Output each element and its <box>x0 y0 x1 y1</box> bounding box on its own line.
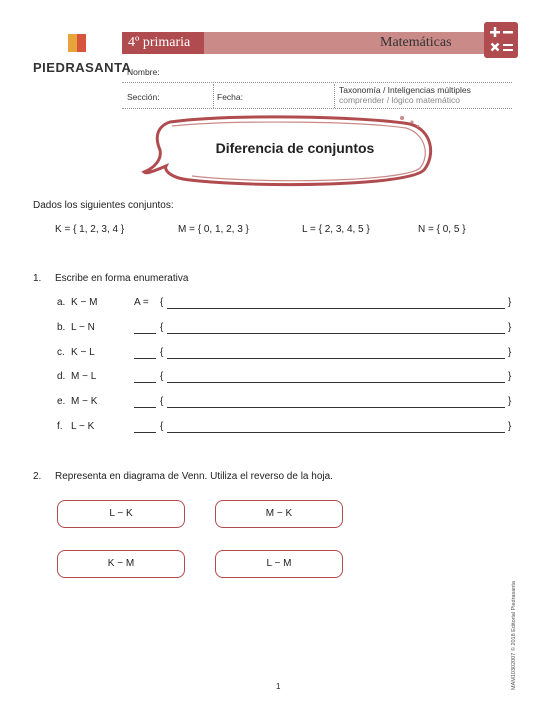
set-n: N = { 0, 5 } <box>418 224 466 235</box>
close-brace: } <box>508 371 512 382</box>
item-expression: K − L <box>71 347 95 358</box>
name-field[interactable] <box>122 82 512 83</box>
item-expression: M − L <box>71 371 97 382</box>
answer-blank[interactable] <box>167 382 505 383</box>
name-label: Nombre: <box>127 67 160 77</box>
taxonomy-label: Taxonomía / Inteligencias múltiples <box>339 85 471 95</box>
set-name-blank[interactable] <box>134 407 156 408</box>
venn-box-m-minus-k[interactable]: M − K <box>215 500 343 528</box>
set-m: M = { 0, 1, 2, 3 } <box>178 224 249 235</box>
math-symbols-icon <box>484 22 518 58</box>
open-brace: { <box>160 396 164 407</box>
set-name-blank[interactable] <box>134 432 156 433</box>
close-brace: } <box>508 421 512 432</box>
item-letter: e. <box>57 396 66 407</box>
set-k: K = { 1, 2, 3, 4 } <box>55 224 125 235</box>
open-brace: { <box>160 322 164 333</box>
set-name-blank[interactable] <box>134 333 156 334</box>
answer-blank[interactable] <box>167 358 505 359</box>
set-l: L = { 2, 3, 4, 5 } <box>302 224 370 235</box>
open-brace: { <box>160 371 164 382</box>
item-expression: M − K <box>71 396 98 407</box>
close-brace: } <box>508 322 512 333</box>
close-brace: } <box>508 347 512 358</box>
open-brace: { <box>160 421 164 432</box>
item-expression: L − N <box>71 322 95 333</box>
brand-logo: PIEDRASANTA <box>33 60 132 75</box>
open-brace: { <box>160 347 164 358</box>
divider <box>213 84 214 108</box>
answer-blank[interactable] <box>167 432 505 433</box>
item-letter: f. <box>57 421 63 432</box>
item-prefix: A = <box>134 297 149 308</box>
item-expression: K − M <box>71 297 98 308</box>
close-brace: } <box>508 396 512 407</box>
q1-number: 1. <box>33 273 42 284</box>
copyright-vertical: MAM10302007 © 2018 Editorial Piedrasanta <box>511 581 517 690</box>
answer-blank[interactable] <box>167 407 505 408</box>
item-letter: d. <box>57 371 66 382</box>
venn-box-l-minus-m[interactable]: L − M <box>215 550 343 578</box>
divider <box>334 84 335 108</box>
date-label: Fecha: <box>217 92 243 102</box>
page-title: Diferencia de conjuntos <box>215 140 375 156</box>
q2-number: 2. <box>33 471 42 482</box>
venn-box-k-minus-m[interactable]: K − M <box>57 550 185 578</box>
book-logo-icon <box>66 32 90 56</box>
q1-text: Escribe en forma enumerativa <box>55 273 189 284</box>
item-letter: a. <box>57 297 66 308</box>
close-brace: } <box>508 297 512 308</box>
intro-text: Dados los siguientes conjuntos: <box>33 200 174 211</box>
answer-blank[interactable] <box>167 308 505 309</box>
taxonomy-value: comprender / lógico matemático <box>339 95 460 105</box>
page-number: 1 <box>276 682 281 691</box>
info-bottom-line <box>122 108 512 109</box>
item-letter: b. <box>57 322 66 333</box>
item-expression: L − K <box>71 421 95 432</box>
open-brace: { <box>160 297 164 308</box>
q2-text: Representa en diagrama de Venn. Utiliza el reverso de la hoja. <box>55 471 333 482</box>
set-name-blank[interactable] <box>134 382 156 383</box>
answer-blank[interactable] <box>167 333 505 334</box>
grade-label: 4º primaria <box>122 32 204 54</box>
subject-label: Matemáticas <box>380 35 452 50</box>
venn-box-l-minus-k[interactable]: L − K <box>57 500 185 528</box>
item-letter: c. <box>57 347 65 358</box>
section-label: Sección: <box>127 92 160 102</box>
set-name-blank[interactable] <box>134 358 156 359</box>
